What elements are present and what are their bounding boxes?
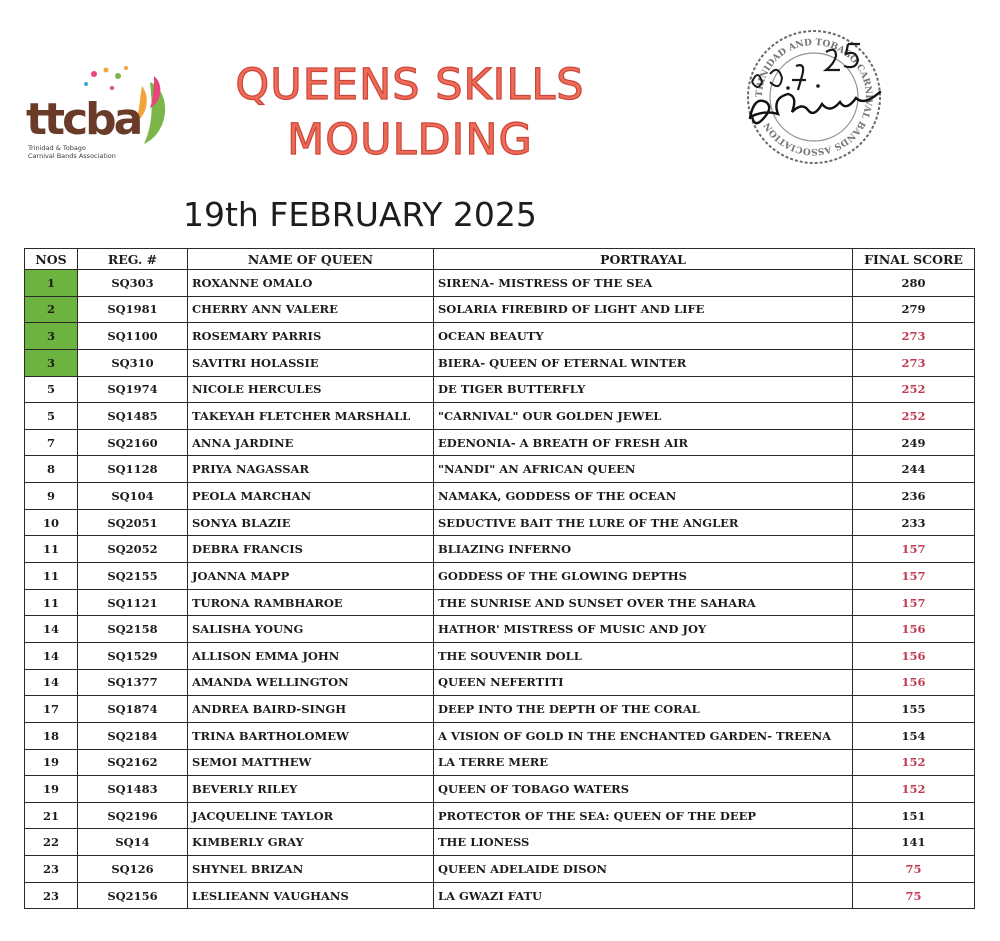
- table-row: [25, 722, 975, 749]
- position-cell: 17: [25, 696, 78, 723]
- position-cell: 10: [25, 509, 78, 536]
- position-cell: 8: [25, 456, 78, 483]
- portrayal-cell: QUEEN ADELAIDE DISON: [434, 856, 853, 883]
- reg-number-cell: SQ1377: [78, 669, 188, 696]
- queen-name-cell: JOANNA MAPP: [188, 563, 434, 590]
- final-score-cell: 154: [853, 722, 975, 749]
- table-row: [25, 776, 975, 803]
- final-score-cell: 233: [853, 509, 975, 536]
- table-row: [25, 563, 975, 590]
- position-cell: 22: [25, 829, 78, 856]
- final-score-cell: 75: [853, 856, 975, 883]
- portrayal-cell: PROTECTOR OF THE SEA: QUEEN OF THE DEEP: [434, 802, 853, 829]
- position-cell: 11: [25, 536, 78, 563]
- portrayal-cell: BIERA- QUEEN OF ETERNAL WINTER: [434, 349, 853, 376]
- table-row: [25, 349, 975, 376]
- portrayal-cell: GODDESS OF THE GLOWING DEPTHS: [434, 563, 853, 590]
- queen-name-cell: SEMOI MATTHEW: [188, 749, 434, 776]
- queen-name-cell: SONYA BLAZIE: [188, 509, 434, 536]
- reg-number-cell: SQ14: [78, 829, 188, 856]
- header-queen-name: NAME OF QUEEN: [188, 249, 434, 270]
- reg-number-cell: SQ303: [78, 270, 188, 297]
- table-row: [25, 403, 975, 430]
- queen-name-cell: SAVITRI HOLASSIE: [188, 349, 434, 376]
- table-row: [25, 509, 975, 536]
- position-cell: 9: [25, 483, 78, 510]
- queen-name-cell: ALLISON EMMA JOHN: [188, 642, 434, 669]
- svg-text:TRINIDAD AND TOBAGO CARNIVAL B: TRINIDAD AND TOBAGO CARNIVAL BANDS ASSOCIATION: [754, 37, 874, 157]
- table-row: [25, 429, 975, 456]
- position-cell: 3: [25, 349, 78, 376]
- table-row: [25, 589, 975, 616]
- final-score-cell: 75: [853, 882, 975, 909]
- position-cell: 19: [25, 776, 78, 803]
- queen-name-cell: AMANDA WELLINGTON: [188, 669, 434, 696]
- reg-number-cell: SQ1974: [78, 376, 188, 403]
- final-score-cell: 151: [853, 802, 975, 829]
- queen-name-cell: ROSEMARY PARRIS: [188, 323, 434, 350]
- reg-number-cell: SQ2162: [78, 749, 188, 776]
- portrayal-cell: LA GWAZI FATU: [434, 882, 853, 909]
- reg-number-cell: SQ1100: [78, 323, 188, 350]
- position-cell: 5: [25, 376, 78, 403]
- table-row: [25, 376, 975, 403]
- table-row: [25, 456, 975, 483]
- portrayal-cell: QUEEN NEFERTITI: [434, 669, 853, 696]
- portrayal-cell: HATHOR' MISTRESS OF MUSIC AND JOY: [434, 616, 853, 643]
- header-reg-number: REG. #: [78, 249, 188, 270]
- queen-name-cell: BEVERLY RILEY: [188, 776, 434, 803]
- reg-number-cell: SQ2184: [78, 722, 188, 749]
- position-cell: 1: [25, 270, 78, 297]
- queen-name-cell: ROXANNE OMALO: [188, 270, 434, 297]
- logo-wordmark: ttcba: [26, 94, 141, 145]
- final-score-cell: 157: [853, 589, 975, 616]
- table-row: [25, 323, 975, 350]
- position-cell: 14: [25, 669, 78, 696]
- ttcba-logo: [22, 62, 182, 172]
- table-row: [25, 536, 975, 563]
- reg-number-cell: SQ2052: [78, 536, 188, 563]
- table-row: [25, 669, 975, 696]
- page-title-line1: QUEENS SKILLS: [235, 60, 585, 110]
- position-cell: 14: [25, 616, 78, 643]
- header-portrayal: PORTRAYAL: [434, 249, 853, 270]
- position-cell: 19: [25, 749, 78, 776]
- reg-number-cell: SQ2160: [78, 429, 188, 456]
- position-cell: 14: [25, 642, 78, 669]
- reg-number-cell: SQ126: [78, 856, 188, 883]
- portrayal-cell: "NANDI" AN AFRICAN QUEEN: [434, 456, 853, 483]
- reg-number-cell: SQ2158: [78, 616, 188, 643]
- official-stamp: [722, 22, 942, 172]
- position-cell: 21: [25, 802, 78, 829]
- portrayal-cell: OCEAN BEAUTY: [434, 323, 853, 350]
- queen-name-cell: TRINA BARTHOLOMEW: [188, 722, 434, 749]
- position-cell: 11: [25, 563, 78, 590]
- reg-number-cell: SQ2196: [78, 802, 188, 829]
- reg-number-cell: SQ310: [78, 349, 188, 376]
- reg-number-cell: SQ1485: [78, 403, 188, 430]
- queen-name-cell: DEBRA FRANCIS: [188, 536, 434, 563]
- position-cell: 5: [25, 403, 78, 430]
- table-row: [25, 270, 975, 297]
- table-row: [25, 882, 975, 909]
- final-score-cell: 155: [853, 696, 975, 723]
- final-score-cell: 280: [853, 270, 975, 297]
- position-cell: 23: [25, 856, 78, 883]
- final-score-cell: 273: [853, 323, 975, 350]
- final-score-cell: 156: [853, 642, 975, 669]
- final-score-cell: 156: [853, 616, 975, 643]
- reg-number-cell: SQ1874: [78, 696, 188, 723]
- table-row: [25, 802, 975, 829]
- queen-name-cell: TAKEYAH FLETCHER MARSHALL: [188, 403, 434, 430]
- table-row: [25, 483, 975, 510]
- reg-number-cell: SQ1981: [78, 296, 188, 323]
- page-title-line2: MOULDING: [287, 115, 533, 165]
- position-cell: 11: [25, 589, 78, 616]
- position-cell: 18: [25, 722, 78, 749]
- queen-name-cell: JACQUELINE TAYLOR: [188, 802, 434, 829]
- final-score-cell: 273: [853, 349, 975, 376]
- portrayal-cell: SIRENA- MISTRESS OF THE SEA: [434, 270, 853, 297]
- portrayal-cell: THE SUNRISE AND SUNSET OVER THE SAHARA: [434, 589, 853, 616]
- reg-number-cell: SQ2155: [78, 563, 188, 590]
- queen-name-cell: KIMBERLY GRAY: [188, 829, 434, 856]
- header-position: NOS: [25, 249, 78, 270]
- reg-number-cell: SQ2156: [78, 882, 188, 909]
- portrayal-cell: EDENONIA- A BREATH OF FRESH AIR: [434, 429, 853, 456]
- table-row: [25, 616, 975, 643]
- event-date: 19th FEBRUARY 2025: [183, 195, 537, 234]
- final-score-cell: 156: [853, 669, 975, 696]
- portrayal-cell: THE SOUVENIR DOLL: [434, 642, 853, 669]
- final-score-cell: 249: [853, 429, 975, 456]
- results-table: [24, 248, 975, 909]
- reg-number-cell: SQ1529: [78, 642, 188, 669]
- reg-number-cell: SQ1121: [78, 589, 188, 616]
- position-cell: 3: [25, 323, 78, 350]
- position-cell: 2: [25, 296, 78, 323]
- table-row: [25, 829, 975, 856]
- position-cell: 23: [25, 882, 78, 909]
- final-score-cell: 141: [853, 829, 975, 856]
- queen-name-cell: ANNA JARDINE: [188, 429, 434, 456]
- portrayal-cell: BLIAZING INFERNO: [434, 536, 853, 563]
- reg-number-cell: SQ104: [78, 483, 188, 510]
- final-score-cell: 252: [853, 376, 975, 403]
- reg-number-cell: SQ1483: [78, 776, 188, 803]
- svg-text:Trinidad & Tobago: Trinidad & Tobago: [28, 144, 86, 152]
- final-score-cell: 279: [853, 296, 975, 323]
- header-final-score: FINAL SCORE: [853, 249, 975, 270]
- final-score-cell: 252: [853, 403, 975, 430]
- final-score-cell: 152: [853, 749, 975, 776]
- portrayal-cell: A VISION OF GOLD IN THE ENCHANTED GARDEN- TREENA: [434, 722, 853, 749]
- final-score-cell: 157: [853, 563, 975, 590]
- table-row: [25, 642, 975, 669]
- portrayal-cell: QUEEN OF TOBAGO WATERS: [434, 776, 853, 803]
- table-row: [25, 856, 975, 883]
- svg-text:Carnival Bands Association: Carnival Bands Association: [28, 152, 116, 160]
- queen-name-cell: NICOLE HERCULES: [188, 376, 434, 403]
- queen-name-cell: SHYNEL BRIZAN: [188, 856, 434, 883]
- portrayal-cell: DEEP INTO THE DEPTH OF THE CORAL: [434, 696, 853, 723]
- queen-name-cell: PRIYA NAGASSAR: [188, 456, 434, 483]
- final-score-cell: 244: [853, 456, 975, 483]
- final-score-cell: 236: [853, 483, 975, 510]
- portrayal-cell: THE LIONESS: [434, 829, 853, 856]
- position-cell: 7: [25, 429, 78, 456]
- portrayal-cell: NAMAKA, GODDESS OF THE OCEAN: [434, 483, 853, 510]
- table-row: [25, 749, 975, 776]
- portrayal-cell: DE TIGER BUTTERFLY: [434, 376, 853, 403]
- final-score-cell: 152: [853, 776, 975, 803]
- queen-name-cell: LESLIEANN VAUGHANS: [188, 882, 434, 909]
- table-row: [25, 296, 975, 323]
- portrayal-cell: LA TERRE MERE: [434, 749, 853, 776]
- queen-name-cell: ANDREA BAIRD-SINGH: [188, 696, 434, 723]
- queen-name-cell: PEOLA MARCHAN: [188, 483, 434, 510]
- final-score-cell: 157: [853, 536, 975, 563]
- portrayal-cell: "CARNIVAL" OUR GOLDEN JEWEL: [434, 403, 853, 430]
- reg-number-cell: SQ1128: [78, 456, 188, 483]
- queen-name-cell: TURONA RAMBHAROE: [188, 589, 434, 616]
- portrayal-cell: SOLARIA FIREBIRD OF LIGHT AND LIFE: [434, 296, 853, 323]
- table-row: [25, 696, 975, 723]
- queen-name-cell: SALISHA YOUNG: [188, 616, 434, 643]
- table-header-row: [25, 249, 975, 270]
- queen-name-cell: CHERRY ANN VALERE: [188, 296, 434, 323]
- reg-number-cell: SQ2051: [78, 509, 188, 536]
- portrayal-cell: SEDUCTIVE BAIT THE LURE OF THE ANGLER: [434, 509, 853, 536]
